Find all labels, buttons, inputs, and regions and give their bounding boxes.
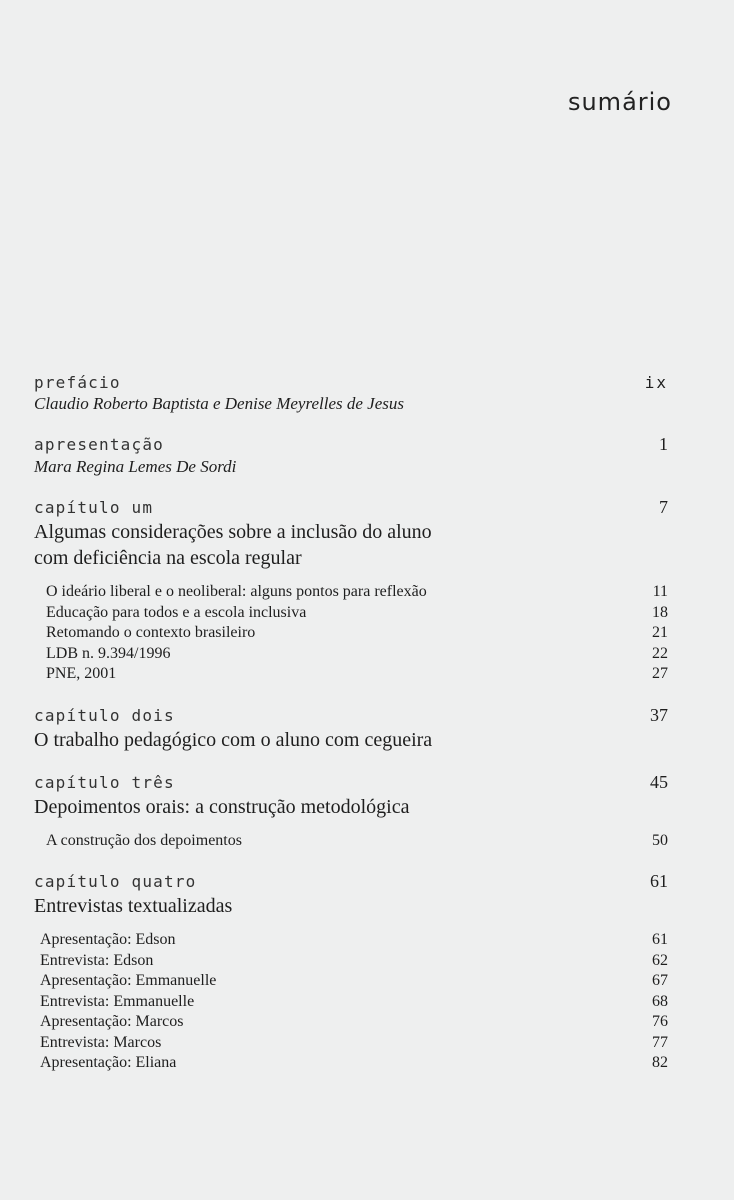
section-item xyxy=(46,623,668,644)
section-page: 68 xyxy=(652,992,668,1010)
chapter-label: capítulo três xyxy=(34,772,175,792)
entry-page: ix xyxy=(644,373,668,392)
entry-author: Mara Regina Lemes De Sordi xyxy=(34,457,237,476)
toc-entry-capitulo-quatro xyxy=(34,871,668,1074)
section-title: Entrevista: Marcos xyxy=(40,1033,162,1051)
section-page: 27 xyxy=(652,665,668,682)
section-item xyxy=(40,1012,668,1033)
section-item xyxy=(40,930,668,951)
section-title: Apresentação: Eliana xyxy=(40,1054,177,1071)
entry-label: apresentação xyxy=(34,435,164,454)
chapter-title: Algumas considerações sobre a inclusão do aluno xyxy=(34,521,432,543)
section-item xyxy=(46,664,668,685)
section-item xyxy=(46,831,668,852)
entry-author: Claudio Roberto Baptista e Denise Meyrelles de Jesus xyxy=(34,394,404,413)
chapter-page: 45 xyxy=(650,771,668,792)
section-item xyxy=(40,1053,668,1074)
chapter-title: Entrevistas textualizadas xyxy=(34,895,233,917)
section-item xyxy=(40,971,668,992)
section-page: 67 xyxy=(652,972,668,989)
section-list xyxy=(34,831,668,852)
chapter-page: 7 xyxy=(659,497,668,517)
chapter-label: capítulo um xyxy=(34,498,154,517)
section-item xyxy=(40,992,668,1013)
chapter-label: capítulo dois xyxy=(34,705,175,725)
section-page: 11 xyxy=(652,583,668,600)
section-title: Apresentação: Edson xyxy=(40,931,176,948)
section-title: Apresentação: Emmanuelle xyxy=(40,972,217,989)
section-page: 22 xyxy=(652,644,668,662)
section-title: A construção dos depoimentos xyxy=(46,831,242,849)
section-page: 21 xyxy=(652,624,668,641)
section-title: Educação para todos e a escola inclusiva xyxy=(46,603,307,621)
chapter-title: Depoimentos orais: a construção metodológica xyxy=(34,795,410,818)
section-page: 82 xyxy=(652,1054,668,1071)
section-item xyxy=(40,1033,668,1054)
page-title: sumário xyxy=(567,88,672,116)
section-title: Retomando o contexto brasileiro xyxy=(46,624,256,641)
section-list xyxy=(34,582,668,685)
section-item xyxy=(46,644,668,665)
toc-entry-apresentacao xyxy=(34,434,668,477)
entry-label: prefácio xyxy=(34,373,121,392)
section-title: LDB n. 9.394/1996 xyxy=(46,644,171,662)
chapter-title: com deficiência na escola regular xyxy=(34,547,302,569)
section-page: 77 xyxy=(652,1033,668,1051)
section-item xyxy=(40,951,668,972)
chapter-page: 37 xyxy=(650,704,668,725)
section-page: 18 xyxy=(652,603,668,621)
chapter-page: 61 xyxy=(650,871,668,891)
section-page: 76 xyxy=(652,1013,668,1030)
section-title: PNE, 2001 xyxy=(46,665,117,682)
entry-page: 1 xyxy=(659,434,668,454)
section-title: Entrevista: Edson xyxy=(40,951,154,969)
toc-entry-capitulo-dois xyxy=(34,705,668,752)
toc-entry-prefacio xyxy=(34,373,668,414)
toc-entry-capitulo-um xyxy=(34,497,668,685)
section-page: 62 xyxy=(652,951,668,969)
chapter-label: capítulo quatro xyxy=(34,872,197,891)
section-page: 61 xyxy=(652,931,668,948)
toc-entry-capitulo-tres xyxy=(34,772,668,852)
section-list xyxy=(34,930,668,1074)
section-title: Apresentação: Marcos xyxy=(40,1013,184,1030)
chapter-title: O trabalho pedagógico com o aluno com cegueira xyxy=(34,728,433,751)
section-item xyxy=(46,582,668,603)
section-item xyxy=(46,603,668,624)
section-page: 50 xyxy=(652,831,668,849)
table-of-contents xyxy=(34,373,668,1094)
section-title: O ideário liberal e o neoliberal: alguns pontos para reflexão xyxy=(46,583,427,600)
section-title: Entrevista: Emmanuelle xyxy=(40,992,195,1010)
